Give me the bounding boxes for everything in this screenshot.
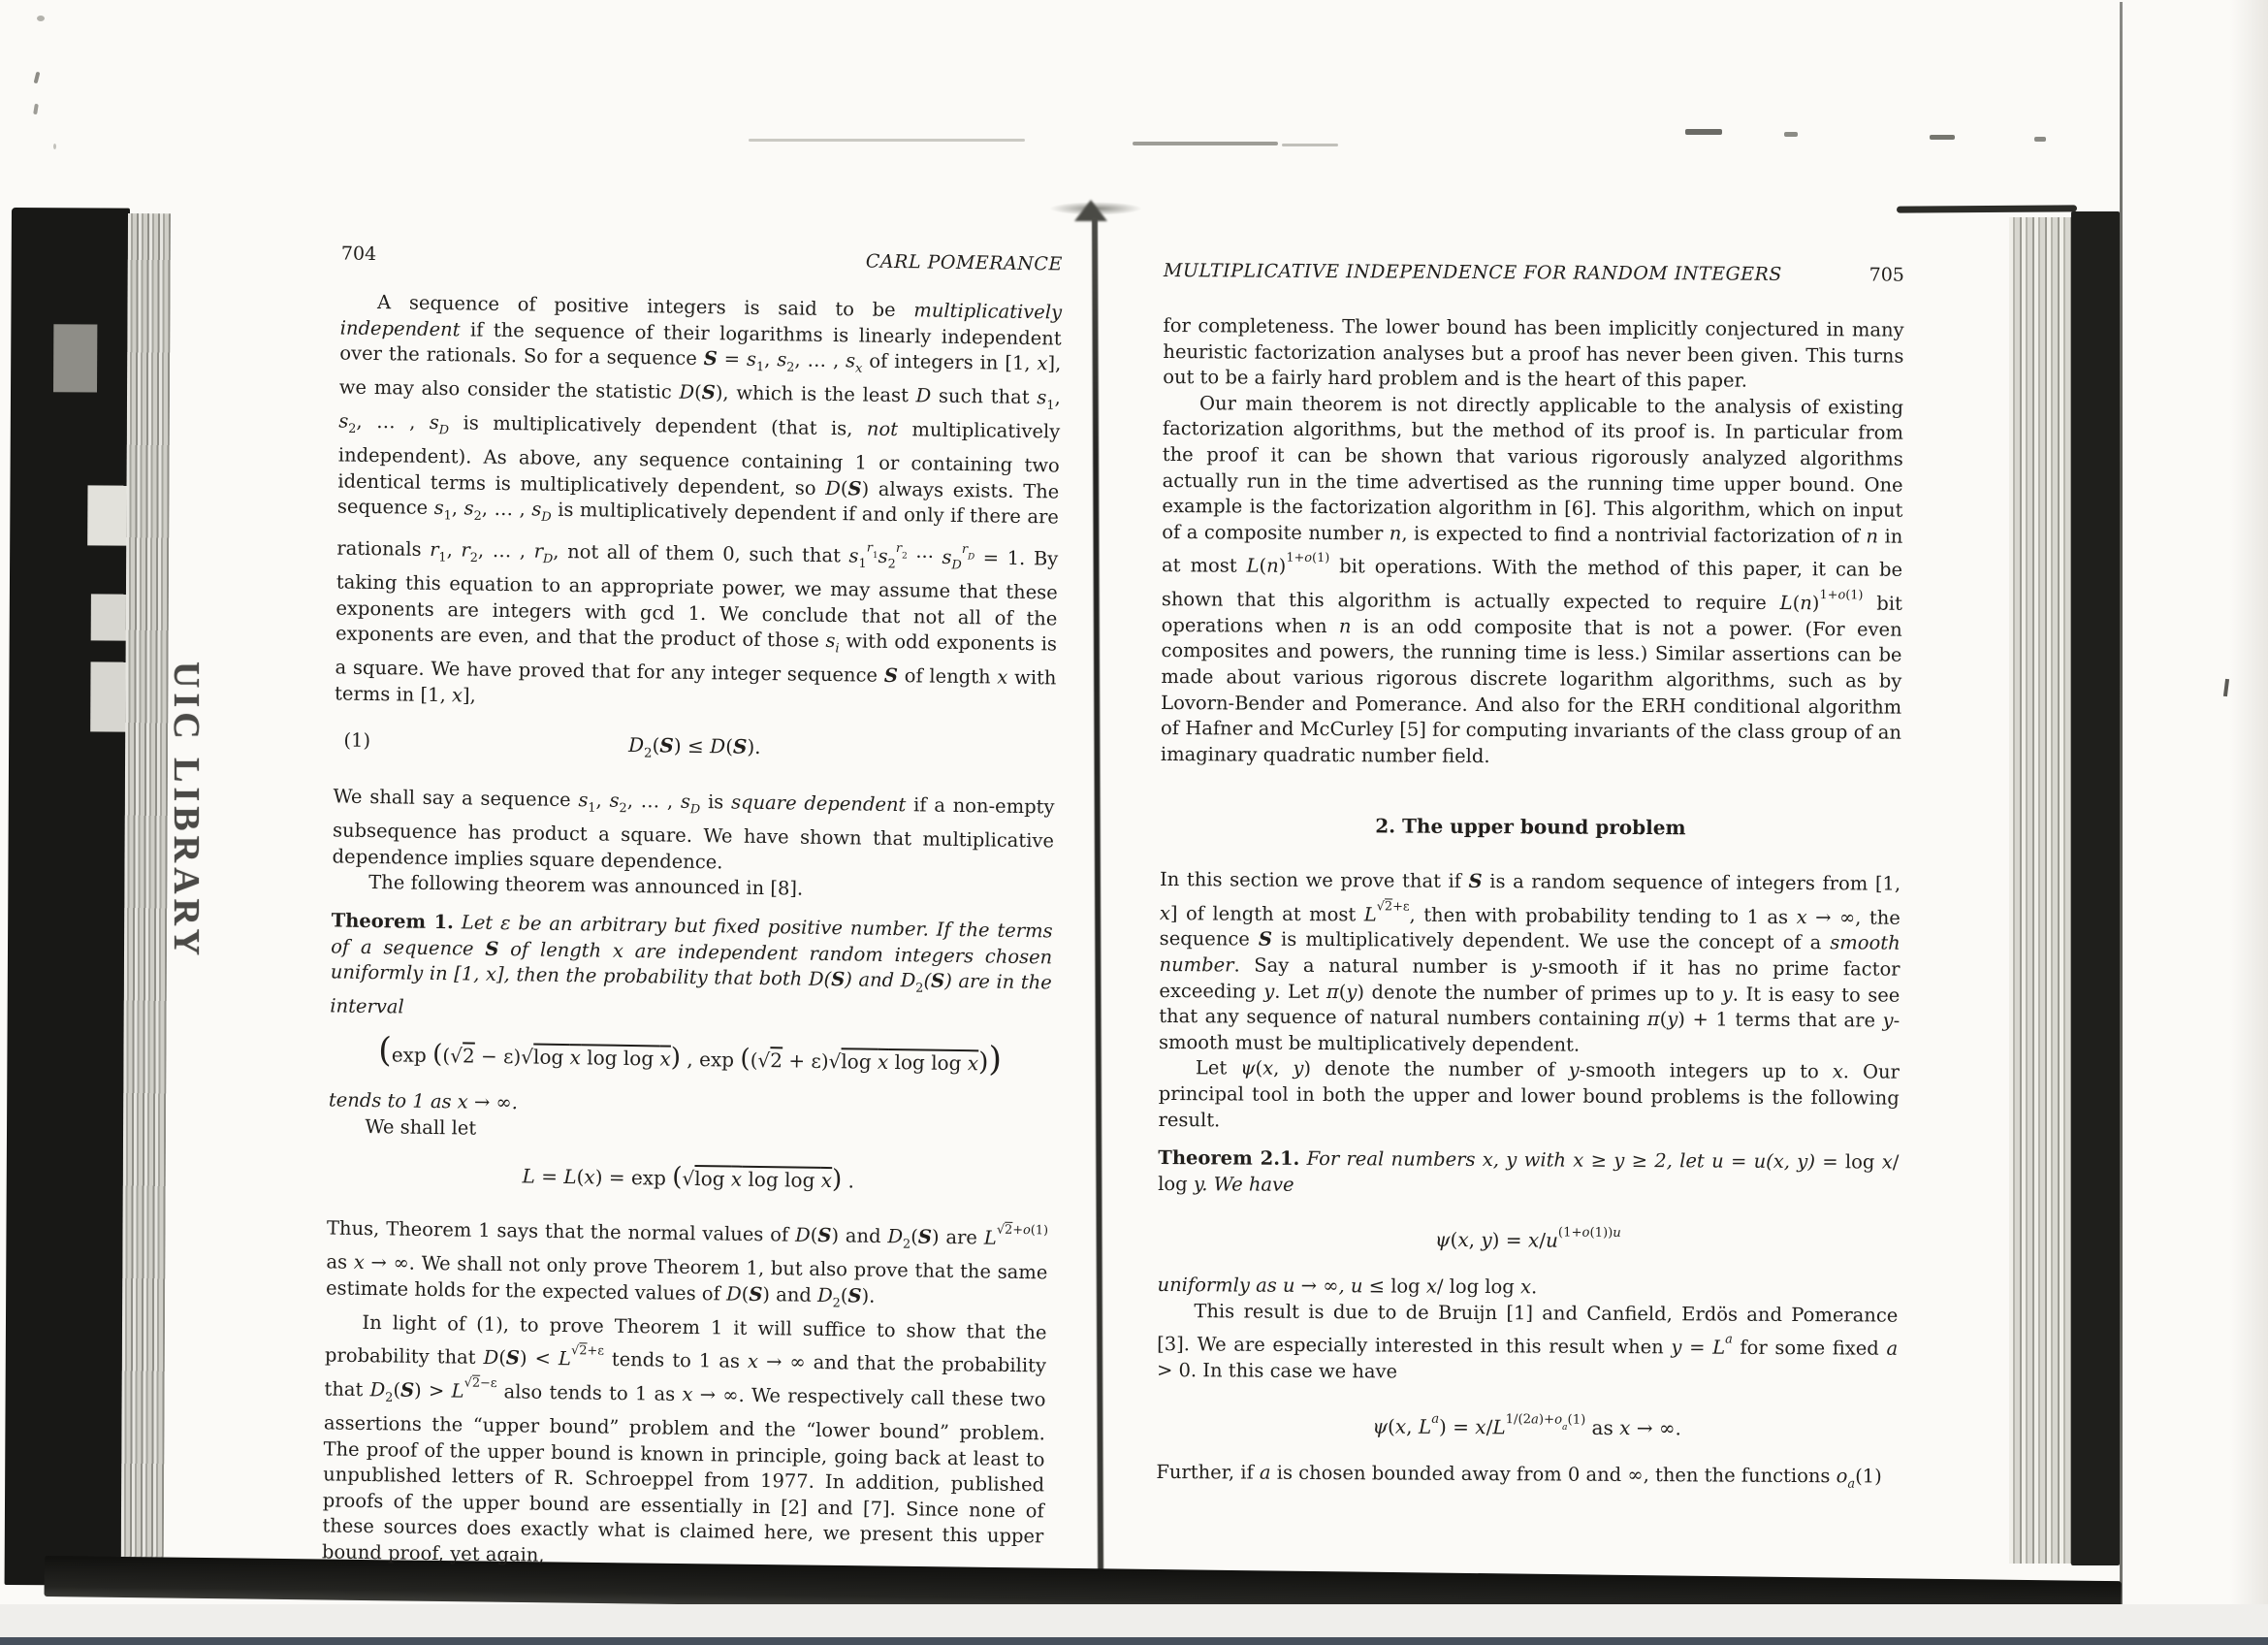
book-fore-edge-right [2071,211,2120,1565]
top-edge-dash-2 [1133,142,1278,145]
top-edge-dash-4 [1685,129,1722,135]
top-edge-dash-5 [1784,132,1798,137]
display-equation: ψ(x, $L^a) = x/L^{1/(2a)+oa(1)}$ as x → ∞. [1372,1411,1681,1440]
paragraph: Our main theorem is not directly applicable to the analysis of existing factorization algorithms, but the method of its proof is. In particular from the proof it can be shown that various rigorously analyzed algorithms actually run in the time advertised as the running time upper bound. One example is the factorization algorithm in [6]. This algorithm, which on input of a composite number n, is expected to find a nontrivial factorization of n in at most $L(n)^{1+o(1)}$ bit operations. With the method of this paper, it can be shown that this algorithm is actually expected to require $L(n)^{1+o(1)}$ bit operations when n is an odd composite that is not a power. (For even composites and powers, the running time is less.) Similar assertions can be made about various rigorous discrete logarithm algorithms, such as by Lovorn-Bender and Pomerance. And also for the ERH conditional algorithm of Hafner and McCurley [5] for computing invariants of the class group of an imaginary quadratic number field. [1160,392,1904,767]
display-equation: (exp ((√2 − ε)√log $\overline{x}$ $\log \log \overline{x}$) , exp ((√2 + ε)√log $\overline{x}$ $\log \log \overline{x}$)) [377,1030,1003,1080]
top-edge-dash-6 [1930,135,1955,140]
paragraph: uniformly as u → ∞, u ≤ log x/ log log x. [1157,1274,1538,1299]
right-page-body [1156,313,1903,1498]
paragraph: In this section we prove that if S is a random sequence of integers from [1, x] of length at most $L^{√2+\varepsilon}$, then with probability tending to 1 as x → ∞, the sequence S is multiplicatively dependent. We use the concept of a smooth number. Say a natural number is y-smooth if it has no prime factor exceeding y. Let π(y) denote the number of primes up to y. It is easy to see that any sequence of natural numbers containing π(y) + 1 terms that are y-smooth must be multiplicatively dependent. [1159,867,1901,1056]
margin-pen-mark [2223,679,2229,696]
right-page-header [1164,260,1904,286]
display-equation: (1) $D_2(S) \le D(S)$. [343,728,761,761]
fore-edge-patch-4 [90,661,127,731]
scanner-bed-strip [0,1604,2268,1637]
top-edge-dash-1 [749,139,1025,142]
paragraph: A sequence of positive integers is said to be multiplicatively independent if the sequence of their logarithms is linearly independent over the rationals. So for a sequence $S = s_1$, $s_2$, … , $s_x$ of integers in [1, x], we may also consider the statistic D(S), which is the least D such that $s_1$, $s_2$, … , $s_D$ is multiplicatively dependent (that is, not multiplicatively independent). As above, any sequence containing 1 or containing two identical terms is multiplicatively dependent, so D(S) always exists. The sequence $s_1$, $s_2$, … , $s_D$ is multiplicatively dependent if and only if there are rationals $r_1$, $r_2$, … , $r_D$, not all of them 0, such that $s_1^{r1}s_2^{r2}$ ··· $s_D^{rD} = 1$. By taking this equation to an appropriate power, we may assume that these exponents are integers with gcd 1. We conclude that not all of the exponents are even, and that the product of those $s_i$ with odd exponents is a square. We have proved that for any integer sequence S of length x with terms in [1, x], [334,291,1063,707]
paragraph: Theorem 2.1. For real numbers x, y with x ≥ y ≥ 2, let u = u(x, y) = log x/ log y. We have [1158,1146,1900,1196]
book-gutter-shadow [1092,217,1103,1591]
right-page-number: 705 [1869,264,1904,286]
corner-speck-1 [37,16,45,21]
corner-speck-4 [53,144,56,149]
paragraph: Theorem 1. Let ε be an arbitrary but fixed positive number. If the terms of a sequence S of length x are independent random integers chosen uniformly in [1, x], then the probability that both D(S) and $D_2(S)$ are in the interval [330,909,1053,1018]
right-page-top-edge [1897,205,2077,212]
page-edge-stripes-right [2009,217,2071,1564]
scanner-bottom-bar [0,1637,2268,1645]
right-running-head: MULTIPLICATIVE INDEPENDENCE FOR RANDOM INTEGERS [1163,260,1782,285]
paragraph: We shall say a sequence $s_1$, $s_2$, … , $s_D$ is square dependent if a non-empty subsequence has product a square. We have shown that multiplicative dependence implies square dependence. [332,785,1055,874]
left-page-header [341,242,1063,274]
display-equation: L = L(x) = exp (√log $\overline{x}$ $\log \log \overline{x}$) . [522,1162,855,1195]
left-running-head: CARL POMERANCE [865,250,1063,275]
right-page [1156,260,1904,1498]
paragraph: tends to 1 as x → ∞. [328,1088,519,1114]
paragraph: Further, if a is chosen bounded away from 0 and ∞, then the functions $o_a(1)$ [1156,1460,1882,1492]
left-page-number: 704 [340,242,377,266]
fore-edge-patch-2 [87,485,128,545]
top-edge-dash-7 [2034,137,2046,142]
top-edge-dash-3 [1282,144,1338,146]
equation-number: (1) [343,728,371,753]
display-equation: ψ(x, $y) = x/u^{(1+o(1))u}$ [1434,1225,1621,1252]
left-page-body [322,289,1062,1575]
paragraph: for completeness. The lower bound has been implicitly conjectured in many heuristic factorization analyses but a proof has never been given. This turns out to be a fairly hard problem and is the heart of this paper. [1163,313,1904,392]
scanner-edge-line [2120,2,2123,1604]
book-fore-edge-left [5,208,130,1586]
paragraph: The following theorem was announced in [8]. [368,871,804,900]
right-edge-shading [2230,0,2268,1645]
library-stamp: UIC LIBRARY [166,661,207,961]
paragraph: We shall let [365,1114,477,1140]
paragraph: In light of (1), to prove Theorem 1 it will suffice to show that the probability that $D(S) < L^{√2+\varepsilon}$ tends to 1 as x → ∞ and that the probability that $D_2(S) > L^{√2-\varepsilon}$ also tends to 1 as x → ∞. We respectively call these two assertions the “upper bound” problem and the “lower bound” problem. The proof of the upper bound is known in principle, going back at least to unpublished letters of R. Schroeppel from 1977. In addition, published proofs of the upper bound are essentially in [2] and [7]. Since none of these sources does exactly what is claimed here, we present this upper bound proof, yet again, [321,1310,1047,1566]
paragraph: Let ψ(x, y) denote the number of y-smooth integers up to x. Our principal tool in both the upper and lower bound problems is the following result. [1158,1056,1900,1131]
left-page [322,242,1063,1575]
corner-speck-3 [33,104,39,114]
section-heading: 2. The upper bound problem [1375,814,1686,840]
fore-edge-patch-3 [91,594,128,640]
fore-edge-patch-1 [53,324,97,392]
gutter-top-flare [1074,200,1107,221]
corner-speck-2 [34,72,41,84]
paragraph: This result is due to de Bruijn [1] and Canfield, Erdös and Pomerance [3]. We are especially interested in this result when $y = L^a$ for some fixed a > 0. In this case we have [1156,1299,1899,1383]
paragraph: Thus, Theorem 1 says that the normal values of D(S) and $D_2(S)$ are $L^{√2+o(1)}$ as x → ∞. We shall not only prove Theorem 1, but also prove that the same estimate holds for the expected values of D(S) and $D_2(S)$. [325,1216,1049,1311]
